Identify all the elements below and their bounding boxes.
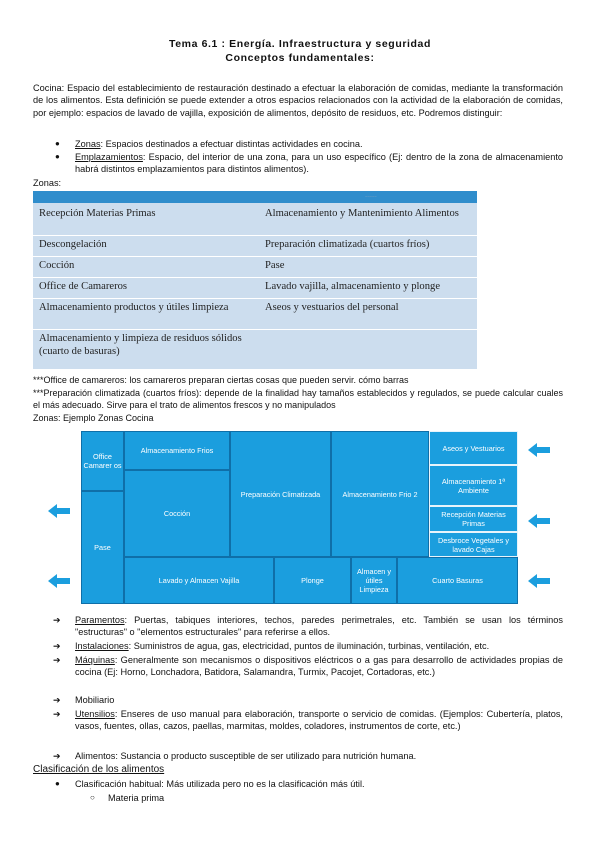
desc: : Generalmente son mecanismos o dispositivos eléctricos o a gas para desarrollo de actividades propias de cocina (Ej: Horno, Lonchadora, Batidora, Salamandra, Turmix, Pacojet, Cortadoras, etc.) (75, 655, 563, 678)
bullet-dot-icon: ● (55, 779, 60, 788)
arrow-right-icon: ➔ (53, 615, 61, 625)
term: Instalaciones (75, 641, 129, 651)
table-row (33, 236, 477, 257)
list-item-alimentos (53, 750, 563, 762)
desc: : Suministros de agua, gas, electricidad, puntos de iluminación, turbinas, ventilación, etc. (128, 641, 490, 651)
arrow-left-icon (528, 443, 550, 457)
table-cell: Almacenamiento y limpieza de residuos sólidos (cuarto de basuras) (39, 333, 242, 357)
example-label: Zonas: Ejemplo Zonas Cocina (33, 413, 154, 423)
classification-bullet (55, 778, 563, 790)
table-cell: Almacenamiento productos y útiles limpieza (39, 302, 229, 313)
arrow-right-icon: ➔ (53, 709, 61, 719)
bullet-dot-icon: ● (55, 152, 60, 161)
desc: : Puertas, tabiques interiores, techos, paredes perimetrales, etc. También se usan los términos "estructuras" o "elementos estructurales" para referirse a ellos. (75, 615, 563, 638)
table-cell: Aseos y vestuarios del personal (265, 302, 399, 313)
table-cell: Recepción Materias Primas (39, 208, 156, 219)
bullet-zonas (55, 138, 563, 150)
arrow-left-icon (48, 504, 70, 518)
table-cell: Descongelación (39, 239, 107, 250)
desc: : Sustancia o producto susceptible de ser utilizado para nutrición humana. (115, 751, 417, 761)
page-title: Tema 6.1 : Energía. Infraestructura y seguridad (169, 38, 431, 50)
zone-almacen-frio2: Almacenamiento Frio 2 (331, 431, 429, 557)
table-row (33, 278, 477, 299)
zone-almacen-frios: Almacenamiento Frios (124, 431, 230, 470)
zone-office: Office Camarer os (81, 431, 124, 491)
list-item-utensilios (53, 708, 563, 733)
term: Utensilios (75, 709, 115, 719)
intro-paragraph: Cocina: Espacio del establecimiento de restauración destinado a efectuar la elaboración de comidas, mediante la transformación de los alimentos. Esta definición se puede extender a otros espacios relacionados con la actividad de la elaboración de comidas, por ejemplo: espacios de lavado de vajilla, exposición de alimentos, depósito de residuos, etc. Podremos distinguir: (33, 83, 563, 118)
table-header-bar (33, 191, 477, 203)
desc: : Enseres de uso manual para elaboración, transporte o servicio de comidas. (Ejemplos: Cubertería, platos, vasos, fuentes, ollas, cazos, paellas, marmitas, moldes, coladores, instrumentos de corte, etc.) (75, 709, 563, 732)
zone-limpieza: Almacen y útiles Limpieza (351, 557, 397, 604)
classification-text: Clasificación habitual: Más utilizada pero no es la clasificación más útil. (75, 779, 365, 789)
zone-preparacion: Preparación Climatizada (230, 431, 331, 557)
list-item-instalaciones (53, 640, 563, 652)
table-row (33, 299, 477, 330)
arrow-left-icon (48, 574, 70, 588)
text-emplazamientos: : Espacio, del interior de una zona, para un uso específico (Ej: dentro de la zona de almacenamiento habrá distintos emplazamientos para distintos alimentos). (75, 152, 563, 175)
table-row (33, 205, 477, 236)
table-cell: Cocción (39, 260, 75, 271)
arrow-right-icon: ➔ (53, 751, 61, 761)
zone-basuras: Cuarto Basuras (397, 557, 518, 604)
table-cell: Almacenamiento y Mantenimiento Alimentos (265, 208, 459, 219)
term: Mobiliario (75, 695, 115, 705)
arrow-right-icon: ➔ (53, 641, 61, 651)
note-preparacion: ***Preparación climatizada (cuartos fríos): depende de la finalidad hay tamaños establecidos y regulados, se puede calcular cuales el más adecuado. Sirve para el trato de alimentos frescos y no manipulados (33, 388, 563, 411)
zone-desbroce: Desbroce Vegetales y lavado Cajas (429, 532, 518, 557)
term: Máquinas (75, 655, 115, 665)
classification-sub-text: Materia prima (108, 793, 165, 803)
zone-plonge: Plonge (274, 557, 351, 604)
circle-bullet-icon: ○ (90, 793, 95, 802)
zonas-label: Zonas: (33, 178, 62, 188)
zone-coccion: Cocción (124, 470, 230, 557)
zone-recepcion: Recepción Materias Primas (429, 506, 518, 532)
zone-almacen-ambiente: Almacenamiento 1ª Ambiente (429, 465, 518, 506)
bullet-dot-icon: ● (55, 139, 60, 148)
term: Alimentos (75, 751, 116, 761)
classification-sub (90, 792, 165, 804)
header-mark: ~~~~~ (365, 194, 377, 199)
table-row (33, 330, 477, 368)
note-office: ***Office de camareros: los camareros preparan ciertas cosas que pueden servir. cómo barras (33, 375, 409, 385)
term-zonas: Zonas (75, 139, 101, 149)
zone-aseos: Aseos y Vestuarios (429, 431, 518, 465)
table-row (33, 257, 477, 278)
term: Paramentos (75, 615, 125, 625)
arrow-right-icon: ➔ (53, 655, 61, 665)
table-cell: Preparación climatizada (cuartos fríos) (265, 239, 430, 250)
classification-heading: Clasificación de los alimentos (33, 764, 165, 775)
term-emplazamientos: Emplazamientos (75, 152, 143, 162)
list-item-maquinas (53, 654, 563, 679)
page-subtitle: Conceptos fundamentales: (225, 52, 375, 64)
arrow-left-icon (528, 514, 550, 528)
table-cell: Office de Camareros (39, 281, 128, 292)
arrow-left-icon (528, 574, 550, 588)
zone-pase: Pase (81, 491, 124, 604)
list-item-paramentos (53, 614, 563, 639)
list-item-mobiliario (53, 694, 563, 706)
arrow-right-icon: ➔ (53, 695, 61, 705)
table-cell: Pase (265, 260, 285, 271)
text-zonas: : Espacios destinados a efectuar distintas actividades en cocina. (100, 139, 363, 149)
table-cell: Lavado vajilla, almacenamiento y plonge (265, 281, 441, 292)
zone-lavado: Lavado y Almacen Vajilla (124, 557, 274, 604)
zones-table (33, 191, 477, 369)
bullet-emplazamientos (55, 151, 563, 176)
